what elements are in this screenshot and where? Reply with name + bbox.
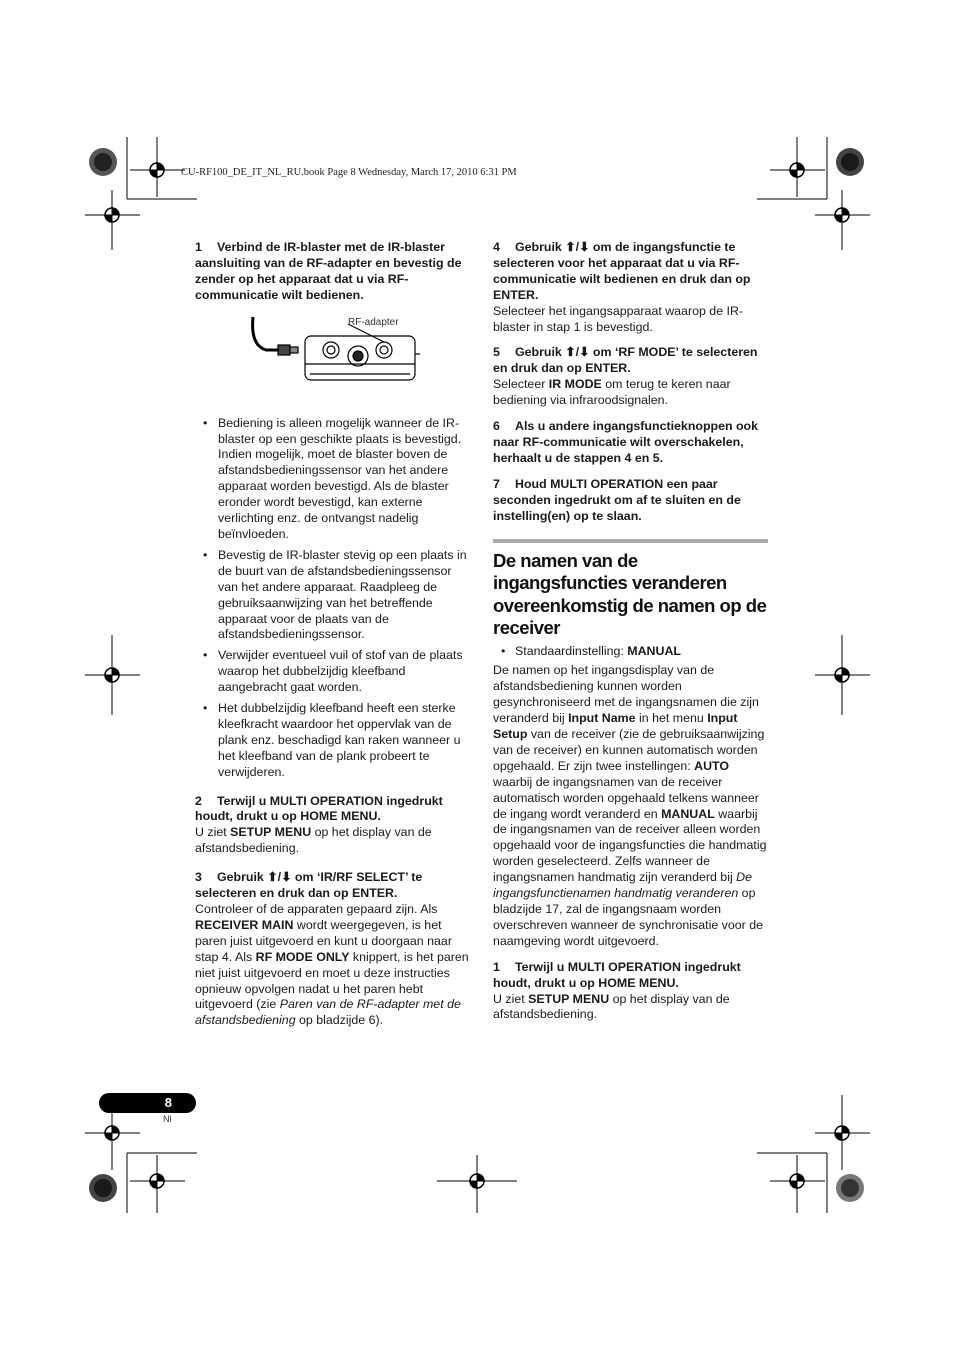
up-down-arrow-icon: ⬆/⬇ <box>565 345 590 360</box>
step-2-body: U ziet SETUP MENU op het display van de afstandsbediening. <box>195 825 432 856</box>
print-header: CU-RF100_DE_IT_NL_RU.book Page 8 Wednesday, March 17, 2010 6:31 PM <box>181 167 517 178</box>
right-column <box>493 240 768 1023</box>
step-3-body: Controleer of de apparaten gepaard zijn. Als RECEIVER MAIN wordt weergegeven, is het paren juist uitgevoerd en kunt u doorgaan naar stap 4. Als RF MODE ONLY knippert, is het paren niet juist uitgevoerd en moet u deze instructies opnieuw opvolgen nadat u het paren hebt uitgevoerd (zie Paren van de RF-adapter met de afstandsbediening op bladzijde 6). <box>195 902 469 1028</box>
step-1b-body: U ziet SETUP MENU op het display van de afstandsbediening. <box>493 991 730 1022</box>
bullet-item: • Bevestig de IR-blaster stevig op een plaats in de buurt van de afstandsbedieningssensor van het andere apparaat. Raadpleeg de gebruiksaanwijzing van het betreffende apparaat voor de plaats van de afstandsbedieningssensor. <box>203 547 467 642</box>
step-1b: 1 Terwijl u MULTI OPERATION ingedrukt houdt, drukt u op HOME MENU. <box>493 959 741 990</box>
section-rule <box>493 539 768 543</box>
figure-label: RF-adapter <box>348 317 399 328</box>
step-7: 7 Houd MULTI OPERATION een paar seconden ingedrukt om af te sluiten en de instelling(en) op te slaan. <box>493 476 741 523</box>
bullet-item: • Verwijder eventueel vuil of stof van de plaats waarop het dubbelzijdig kleefband aangebracht gaat worden. <box>203 648 463 695</box>
step-4-body: Selecteer het ingangsapparaat waarop de IR-blaster in stap 1 is bevestigd. <box>493 303 744 334</box>
step-3: 3 Gebruik ⬆/⬇ om ‘IR/RF SELECT’ te selecteren en druk dan op ENTER. <box>195 870 423 901</box>
step-4: 4 Gebruik ⬆/⬇ om de ingangsfunctie te selecteren voor het apparaat dat u via RF-communicatie wilt bedienen en druk dan op ENTER. <box>493 240 751 302</box>
step-2: 2 Terwijl u MULTI OPERATION ingedrukt houdt, drukt u op HOME MENU. <box>195 793 443 824</box>
up-down-arrow-icon: ⬆/⬇ <box>267 870 292 885</box>
section-body: De namen op het ingangsdisplay van de afstandsbediening kunnen worden gesynchroniseerd met de ingangsnamen die zijn veranderd bij Input Name in het menu Input Setup van de receiver (zie de gebruiksaanwijzing van de receiver) en kunnen automatisch worden opgehaald. Er zijn twee instellingen: AUTO waarbij de ingangsnamen van de receiver automatisch worden opgehaald telkens wanneer de ingang wordt veranderd en MANUAL waarbij de ingangsnamen van de receiver alleen worden opgehaald voor de ingangsfuncties die handmatig worden geselecteerd. Zelfs wanneer de ingangsnamen handmatig zijn veranderd bij De ingangsfunctienamen handmatig veranderen op bladzijde 17, zal de ingangsnaam worden overschreven wanneer de synchronisatie voor de naamgeving wordt uitgevoerd. <box>493 663 767 948</box>
section-title: De namen van de ingangsfuncties veranderen overeenkomstig de namen op de receiver <box>493 549 767 638</box>
language-code: Nl <box>163 1114 172 1124</box>
step-5: 5 Gebruik ⬆/⬇ om ‘RF MODE’ te selecteren en druk dan op ENTER. <box>493 345 758 376</box>
step-1: 1 Verbind de IR-blaster met de IR-blaster aansluiting van de RF-adapter en bevestig de zender op het apparaat dat u via RF-communicatie wilt bedienen. <box>195 240 462 302</box>
bullet-item: • Bediening is alleen mogelijk wanneer de IR-blaster op een geschikte plaats is bevestigd. Indien mogelijk, moet de blaster boven de afstandsbedieningssensor van het andere apparaat worden bevestigd. Als de blaster eronder wordt bevestigd, kan externe verlichting enz. de ontvangst nadelig beïnvloeden. <box>203 415 462 541</box>
up-down-arrow-icon: ⬆/⬇ <box>565 240 590 254</box>
step-5-body: Selecteer IR MODE om terug te keren naar bediening via infraroodsignalen. <box>493 377 731 408</box>
default-setting: • Standaardinstelling: MANUAL <box>501 643 681 658</box>
step-6: 6 Als u andere ingangsfunctieknoppen ook naar RF-communicatie wilt overschakelen, herhaalt u de stappen 4 en 5. <box>493 419 759 465</box>
bullet-item: • Het dubbelzijdig kleefband heeft een sterke kleefkracht waardoor het oppervlak van de plank enz. beschadigd kan raken wanneer u het kleefband van de plank probeert te verwijderen. <box>203 701 461 779</box>
page-number-badge <box>99 1093 196 1113</box>
page-number: 8 <box>164 1095 172 1110</box>
